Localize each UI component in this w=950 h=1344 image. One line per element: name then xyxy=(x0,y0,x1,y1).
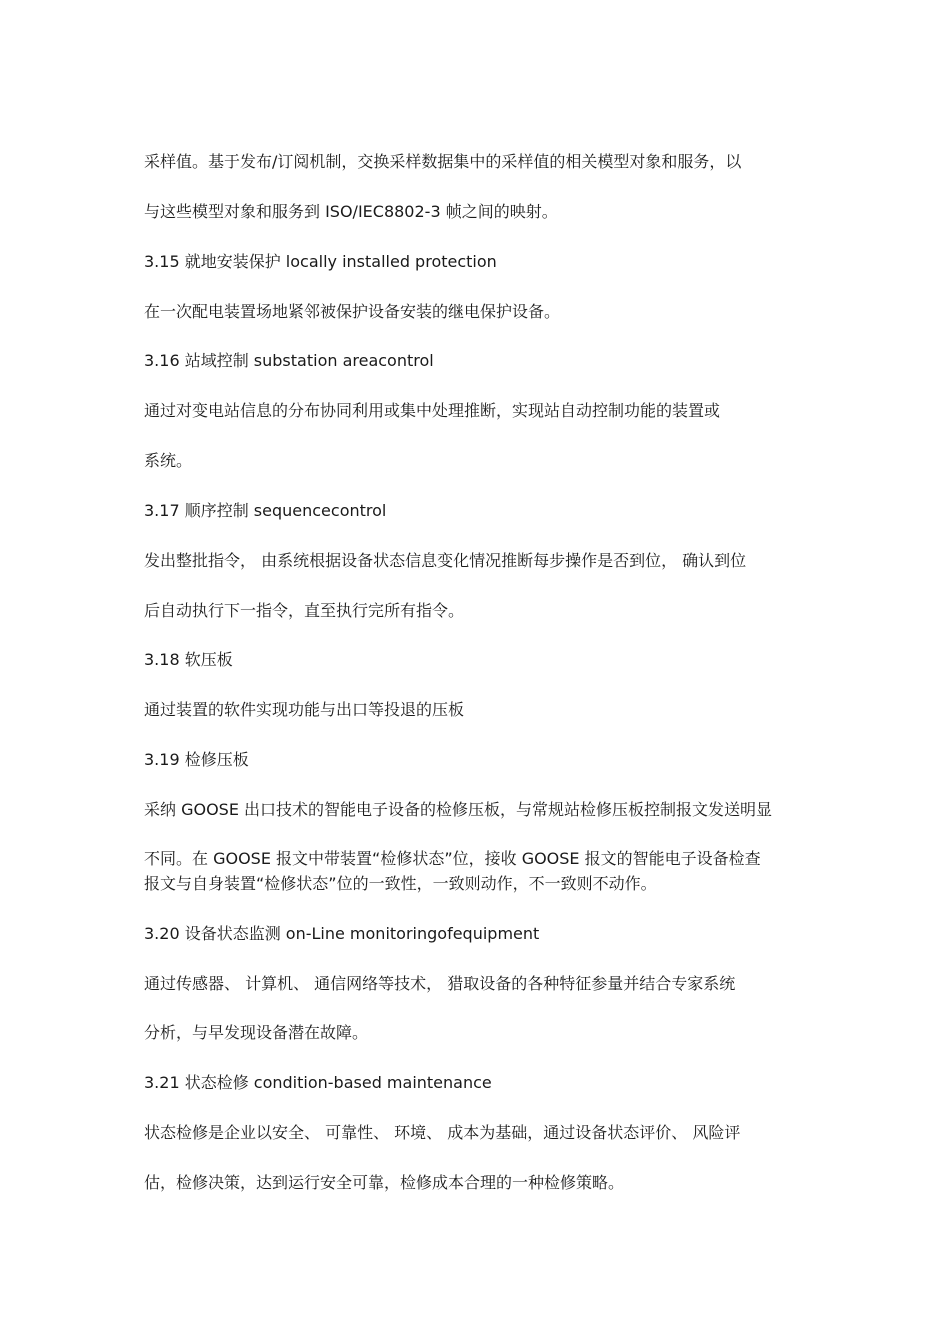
paragraph-line: 通过对变电站信息的分布协同利用或集中处理推断，实现站自动控制功能的装置或 xyxy=(144,401,721,420)
paragraph-line: 报文与自身装置“检修状态”位的一致性，一致则动作，不一致则不动作。 xyxy=(144,874,657,893)
section-heading: 3.19 检修压板 xyxy=(144,750,249,769)
section-heading: 3.18 软压板 xyxy=(144,650,233,669)
paragraph-line: 通过传感器、 计算机、 通信网络等技术， 猎取设备的各种特征参量并结合专家系统 xyxy=(144,974,736,993)
paragraph-line: 估，检修决策，达到运行安全可靠，检修成本合理的一种检修策略。 xyxy=(144,1173,625,1192)
paragraph-line: 不同。在 GOOSE 报文中带装置“检修状态”位，接收 GOOSE 报文的智能电子设备检查 xyxy=(144,849,761,868)
section-heading: 3.20 设备状态监测 on-Line monitoringofequipment xyxy=(144,924,540,943)
paragraph-line: 采样值。基于发布/订阅机制，交换采样数据集中的采样值的相关模型对象和服务，以 xyxy=(144,152,742,171)
paragraph-line: 在一次配电装置场地紧邻被保护设备安装的继电保护设备。 xyxy=(144,302,561,321)
section-heading: 3.17 顺序控制 sequencecontrol xyxy=(144,501,387,520)
paragraph-line: 状态检修是企业以安全、 可靠性、 环境、 成本为基础，通过设备状态评价、 风险评 xyxy=(144,1123,741,1142)
section-heading: 3.15 就地安装保护 locally installed protection xyxy=(144,252,497,271)
paragraph-line: 发出整批指令， 由系统根据设备状态信息变化情况推断每步操作是否到位， 确认到位 xyxy=(144,551,747,570)
section-heading: 3.16 站域控制 substation areacontrol xyxy=(144,351,434,370)
paragraph-line: 系统。 xyxy=(144,451,193,470)
paragraph-line: 分析，与早发现设备潜在故障。 xyxy=(144,1023,369,1042)
paragraph-line: 与这些模型对象和服务到 ISO/IEC8802-3 帧之间的映射。 xyxy=(144,202,558,221)
paragraph-line: 通过装置的软件实现功能与出口等投退的压板 xyxy=(144,700,465,719)
section-heading: 3.21 状态检修 condition-based maintenance xyxy=(144,1073,492,1092)
paragraph-line: 采纳 GOOSE 出口技术的智能电子设备的检修压板，与常规站检修压板控制报文发送明显 xyxy=(144,800,773,819)
paragraph-line: 后自动执行下一指令，直至执行完所有指令。 xyxy=(144,601,465,620)
